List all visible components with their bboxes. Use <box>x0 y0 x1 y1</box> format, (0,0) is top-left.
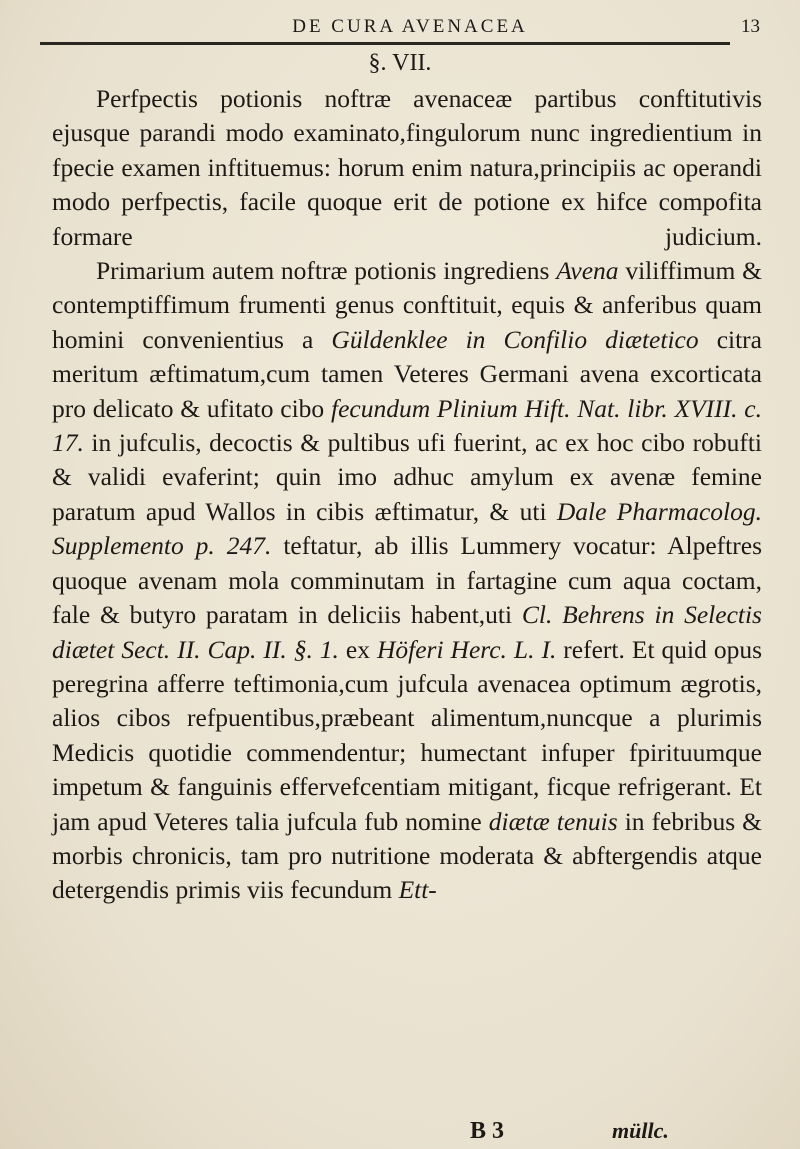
section-number: §. VII. <box>368 50 432 76</box>
italic-run: Avena <box>556 256 619 286</box>
italic-run: Güldenklee in Confilio diætetico <box>331 324 699 354</box>
text-run: ex <box>338 634 377 664</box>
italic-run: Cl. Behrens in Selectis diætet Sect. II. Cap. II. §. 1. <box>52 600 762 664</box>
header-rule <box>40 42 730 45</box>
italic-run: Dale Pharmacolog. Supplemento p. 247. <box>52 496 762 561</box>
signature-mark: B 3 <box>470 1118 505 1144</box>
page-number: 13 <box>741 16 760 37</box>
catchword: müllc. <box>612 1118 669 1143</box>
italic-run: Ett- <box>398 875 437 905</box>
page-footer <box>0 1118 800 1148</box>
italic-run: Höferi Herc. L. I. <box>376 634 557 664</box>
text-run: refert. Et quid opus peregrina afferre teftimonia,cum jufcula avenacea optimum ægrotis, alios cibos refpuentibus,præbeant alimentum,nuncque a plurimis Medicis quotidie commendentur; humectant infuper fpirituumque impetum & fanguinis effervefcentiam mitigant, ficque refrigerant. Et jam apud Veteres talia jufcula fub nomine <box>52 634 762 836</box>
paragraph-2 <box>52 254 762 908</box>
text-run: teftatur, ab illis Lummery vocatur: Alpeftres quoque avenam mola comminutam in fartagine cum aqua coctam, fale & butyro paratam in deliciis habent,uti <box>52 531 762 630</box>
text-run: Primarium autem noftræ potionis ingrediens <box>96 256 557 286</box>
body-text <box>52 82 762 908</box>
paragraph-1 <box>52 82 762 254</box>
running-head <box>60 14 760 44</box>
text-run: in febribus & morbis chronicis, tam pro nutritione moderata & abftergendis atque detergendis primis viis fecundum <box>52 806 762 905</box>
text-run: in jufculis, decoctis & pultibus ufi fuerint, ac ex hoc cibo robufti & validi evaferint; quin imo adhuc amylum ex avenæ femine paratum apud Wallos in cibis æftimatur, & uti <box>52 428 762 526</box>
text-run: viliffimum & contemptiffimum frumenti genus conftituit, equis & anferibus quam homini convenientius a <box>52 256 762 354</box>
italic-run: diætæ tenuis <box>488 806 618 836</box>
italic-run: fecundum Plinium Hift. Nat. libr. XVIII. c. 17. <box>52 393 762 458</box>
text-run: citra meritum æftimatum,cum tamen Veteres Germani avena excorticata pro delicato & ufitato cibo <box>52 324 762 423</box>
running-title: DE CURA AVENACEA <box>292 16 528 37</box>
text-run: Perfpectis potionis noftræ avenaceæ partibus conftitutivis ejusque parandi modo examinato,fingulorum nunc ingredientium in fpecie examen inftituemus: horum enim natura,principiis ac operandi modo perfpectis, facile quoque erit de potione ex hifce compofita formare judicium. <box>52 84 762 251</box>
